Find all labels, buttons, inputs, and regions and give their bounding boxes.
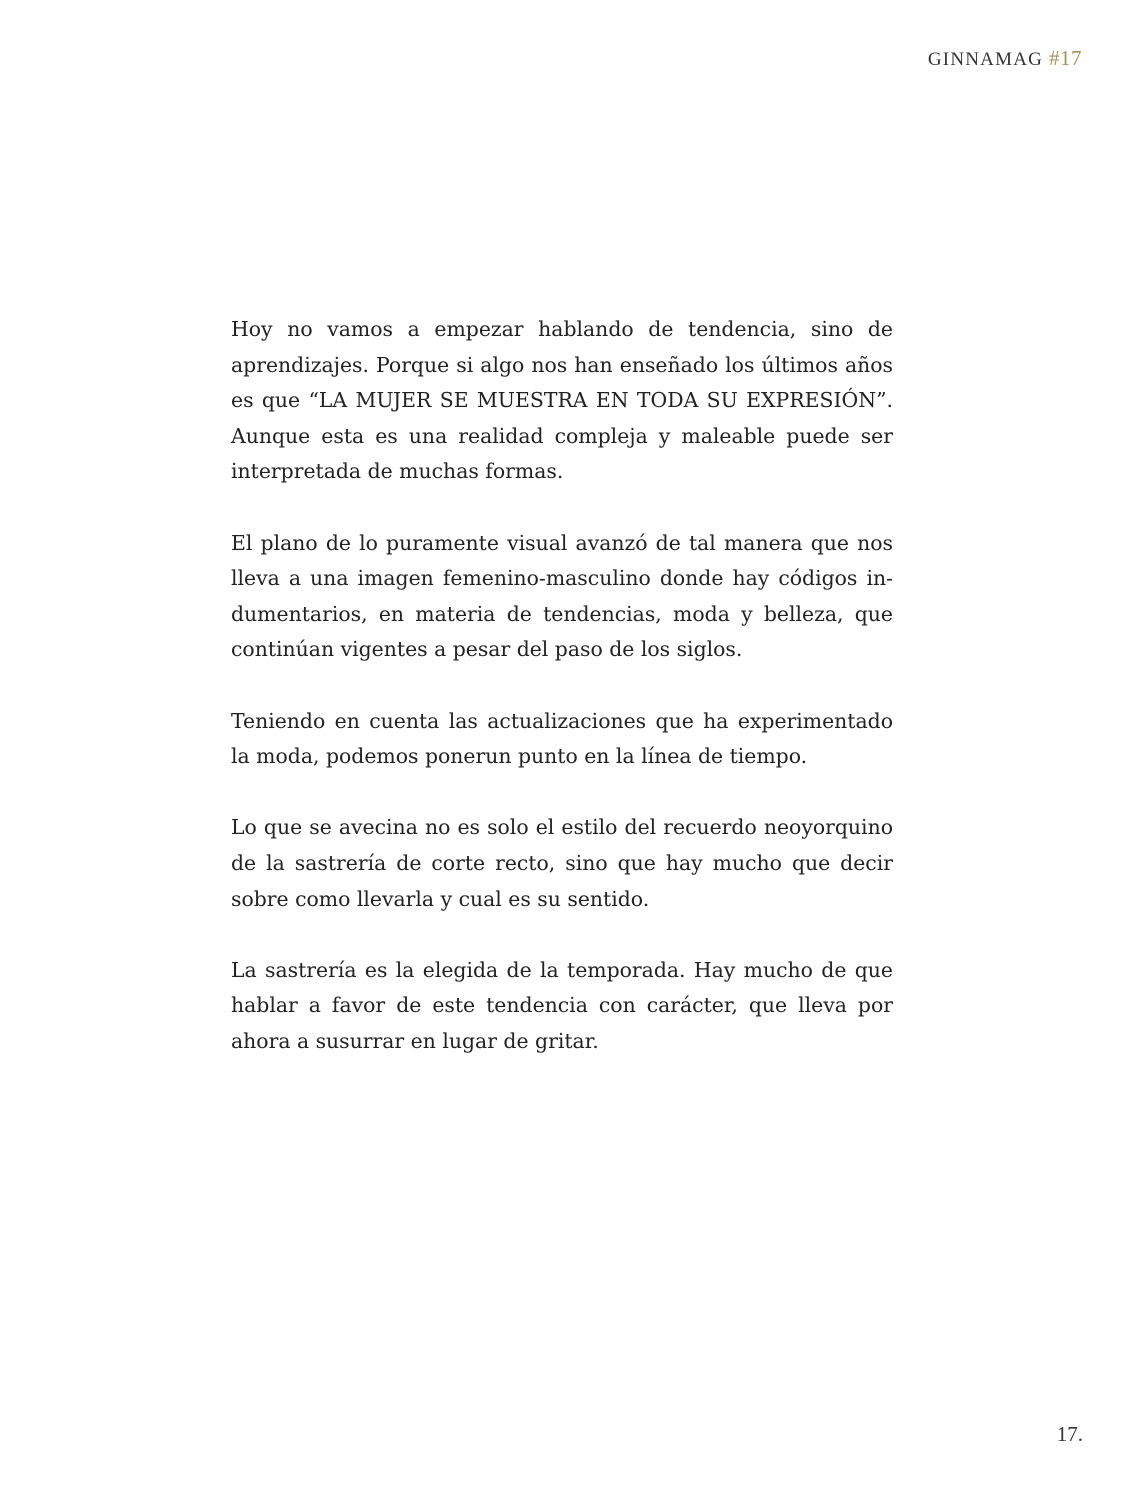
article-paragraph: Hoy no vamos a empezar hablando de tendencia, sino de aprendizajes. Porque si algo nos han enseñado los últimos años es que “LA MUJER SE MUESTRA EN TODA SU EXPRESIÓN”. Aunque esta es una realidad compleja y maleable puede ser interpretada de muchas formas. xyxy=(231,317,893,484)
magazine-header xyxy=(928,46,1082,71)
page-number: 17. xyxy=(1056,1422,1083,1446)
article-paragraph: Teniendo en cuenta las actualizaciones que ha experimentado la moda, podemos ponerun punto en la línea de tiempo. xyxy=(231,708,893,769)
article-paragraph: El plano de lo puramente visual avanzó de tal manera que nos lleva a una imagen femenino-masculino donde hay códigos indumentarios, en materia de tendencias, moda y belleza, que continúan vigentes a pesar del paso de los siglos. xyxy=(231,530,893,662)
article-paragraph: Lo que se avecina no es solo el estilo del recuerdo neoyorquino de la sastrería de corte recto, sino que hay mucho que decir sobre como llevarla y cual es su sentido. xyxy=(231,815,893,911)
magazine-name: GINNAMAG xyxy=(927,49,1044,70)
article-body xyxy=(231,312,893,1095)
article-paragraph: La sastrería es la elegida de la temporada. Hay mucho de que hablar a favor de este tendencia con carácter, que lleva por ahora a susurrar en lugar de gritar. xyxy=(231,957,893,1053)
issue-number: #17 xyxy=(1049,46,1082,70)
